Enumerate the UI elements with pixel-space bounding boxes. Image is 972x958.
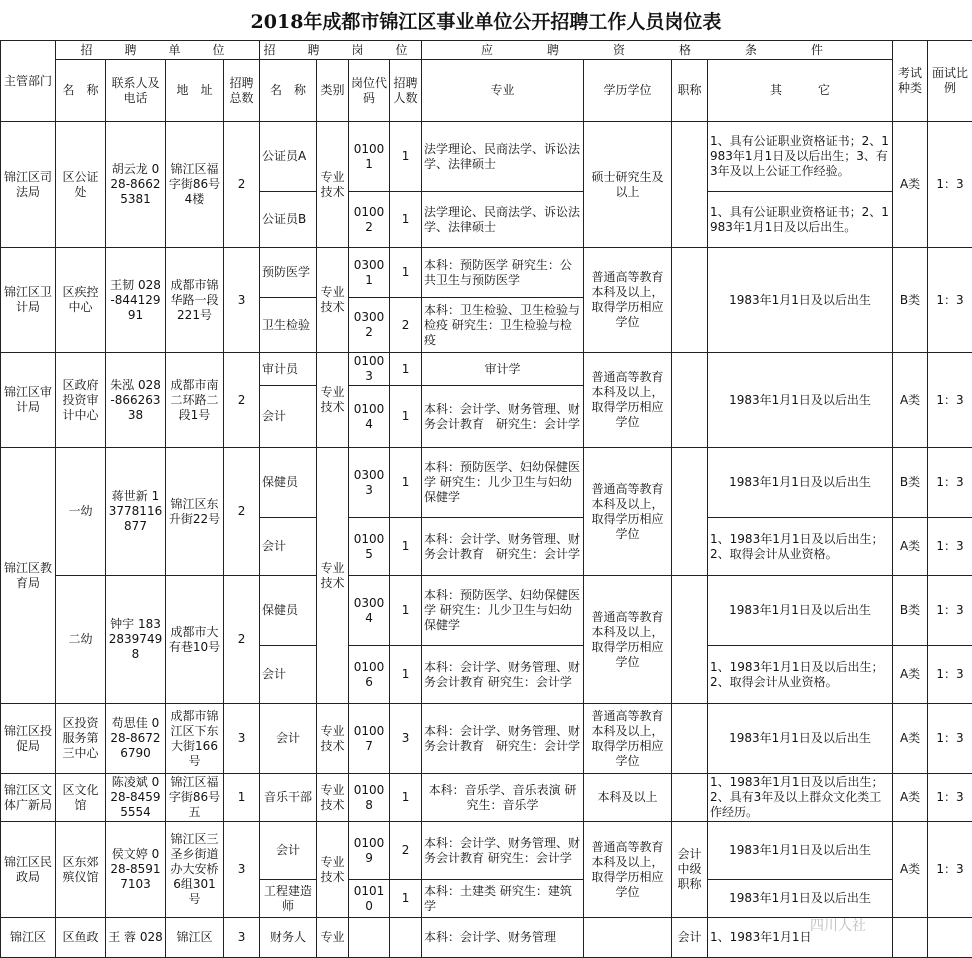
ratio-cell: 1：3 — [928, 122, 972, 248]
category-cell: 专业技术 — [317, 448, 349, 704]
watermark: 四川人社 — [810, 918, 866, 934]
header-title: 职称 — [672, 60, 708, 122]
major-cell: 本科：音乐学、音乐表演 研究生：音乐学 — [422, 774, 584, 822]
post-name-cell: 会计 — [260, 518, 317, 576]
unit-cell: 区公证处 — [56, 122, 106, 248]
code-cell: 03002 — [349, 298, 390, 353]
post-name-cell: 会计 — [260, 822, 317, 880]
dept-cell: 锦江区司法局 — [1, 122, 56, 248]
header-address: 地 址 — [166, 60, 224, 122]
other-cell: 1983年1月1日及以后出生 — [708, 822, 893, 880]
ratio-cell: 1：3 — [928, 774, 972, 822]
dept-cell: 锦江区投促局 — [1, 704, 56, 774]
total-cell: 3 — [224, 704, 260, 774]
header-contact: 联系人及电话 — [106, 60, 166, 122]
num-cell: 2 — [390, 298, 422, 353]
total-cell: 2 — [224, 353, 260, 448]
total-cell: 3 — [224, 248, 260, 353]
exam-cell: A类 — [893, 774, 928, 822]
major-cell: 本科：会计学、财务管理、财务会计教育 研究生：会计学 — [422, 822, 584, 880]
code-cell: 01010 — [349, 880, 390, 918]
unit-cell: 二幼 — [56, 576, 106, 704]
other-cell: 1、1983年1月1日及以后出生；2、取得会计从业资格。 — [708, 646, 893, 704]
dept-cell: 锦江区卫计局 — [1, 248, 56, 353]
page-title: 2018年成都市锦江区事业单位公开招聘工作人员岗位表 — [250, 10, 722, 33]
code-cell: 03003 — [349, 448, 390, 518]
num-cell: 1 — [390, 880, 422, 918]
contact-cell: 侯文婷 028-85917103 — [106, 822, 166, 918]
header-other: 其 它 — [708, 60, 893, 122]
category-cell: 专业技术 — [317, 353, 349, 448]
code-cell: 01002 — [349, 192, 390, 248]
num-cell: 1 — [390, 386, 422, 448]
num-cell: 1 — [390, 518, 422, 576]
dept-cell: 锦江区 — [1, 918, 56, 958]
total-cell: 3 — [224, 918, 260, 958]
num-cell: 3 — [390, 704, 422, 774]
ratio-cell: 1：3 — [928, 822, 972, 918]
post-name-cell: 公证员A — [260, 122, 317, 192]
code-cell — [349, 918, 390, 958]
exam-cell — [893, 918, 928, 958]
other-cell: 1983年1月1日及以后出生 — [708, 704, 893, 774]
major-cell: 本科：土建类 研究生：建筑学 — [422, 880, 584, 918]
num-cell: 1 — [390, 122, 422, 192]
exam-cell: A类 — [893, 353, 928, 448]
contact-cell: 陈凌斌 028-84595554 — [106, 774, 166, 822]
unit-cell: 区鱼政 — [56, 918, 106, 958]
education-cell: 普通高等教育本科及以上，取得学历相应学位 — [584, 704, 672, 774]
education-cell: 普通高等教育本科及以上，取得学历相应学位 — [584, 248, 672, 353]
code-cell: 03001 — [349, 248, 390, 298]
ratio-cell: 1：3 — [928, 448, 972, 518]
num-cell: 1 — [390, 448, 422, 518]
post-name-cell: 审计员 — [260, 353, 317, 386]
exam-cell: A类 — [893, 518, 928, 576]
address-cell: 锦江区福字街86号五 — [166, 774, 224, 822]
contact-cell: 钟宇 18328397498 — [106, 576, 166, 704]
ratio-cell: 1：3 — [928, 704, 972, 774]
post-name-cell: 卫生检验 — [260, 298, 317, 353]
contact-cell: 朱泓 028-86626338 — [106, 353, 166, 448]
education-cell: 硕士研究生及以上 — [584, 122, 672, 248]
other-cell: 1、具有公证职业资格证书；2、1983年1月1日及以后出生。 — [708, 192, 893, 248]
address-cell: 锦江区 — [166, 918, 224, 958]
other-cell: 1983年1月1日及以后出生 — [708, 248, 893, 353]
num-cell: 1 — [390, 248, 422, 298]
header-total: 招聘总数 — [224, 60, 260, 122]
header-post-name: 名 称 — [260, 60, 317, 122]
post-name-cell: 会计 — [260, 386, 317, 448]
post-name-cell: 保健员 — [260, 576, 317, 646]
address-cell: 成都市大有巷10号 — [166, 576, 224, 704]
code-cell: 01006 — [349, 646, 390, 704]
code-cell: 03004 — [349, 576, 390, 646]
dept-cell: 锦江区教育局 — [1, 448, 56, 704]
header-num: 招聘人数 — [390, 60, 422, 122]
major-cell: 本科：会计学、财务管理 — [422, 918, 584, 958]
education-cell: 普通高等教育本科及以上，取得学历相应学位 — [584, 576, 672, 704]
code-cell: 01001 — [349, 122, 390, 192]
exam-cell: A类 — [893, 646, 928, 704]
contact-cell: 蒋世新 13778116877 — [106, 448, 166, 576]
code-cell: 01008 — [349, 774, 390, 822]
total-cell: 3 — [224, 822, 260, 918]
ratio-cell: 1：3 — [928, 518, 972, 576]
post-name-cell: 会计 — [260, 704, 317, 774]
code-cell: 01007 — [349, 704, 390, 774]
post-name-cell: 保健员 — [260, 448, 317, 518]
exam-cell: B类 — [893, 248, 928, 353]
education-cell: 本科及以上 — [584, 774, 672, 822]
education-cell — [584, 918, 672, 958]
title-cell — [672, 448, 708, 576]
exam-cell: A类 — [893, 822, 928, 918]
other-cell: 1、具有公证职业资格证书；2、1983年1月1日及以后出生；3、有3年及以上公证工作经验。 — [708, 122, 893, 192]
post-name-cell: 财务人 — [260, 918, 317, 958]
address-cell: 锦江区三圣乡街道办大安桥6组301号 — [166, 822, 224, 918]
ratio-cell: 1：3 — [928, 646, 972, 704]
title-cell — [672, 774, 708, 822]
header-code: 岗位代码 — [349, 60, 390, 122]
header-major: 专业 — [422, 60, 584, 122]
header-education: 学历学位 — [584, 60, 672, 122]
major-cell: 本科：会计学、财务管理、财务会计教育 研究生：会计学 — [422, 518, 584, 576]
code-cell: 01009 — [349, 822, 390, 880]
header-unit-name: 名 称 — [56, 60, 106, 122]
header-group-post: 招 聘 岗 位 — [260, 41, 422, 60]
post-name-cell: 预防医学 — [260, 248, 317, 298]
major-cell: 本科：会计学、财务管理、财务会计教育 研究生：会计学 — [422, 704, 584, 774]
header-group-qualification: 应 聘 资 格 条 件 — [422, 41, 893, 60]
exam-cell: B类 — [893, 448, 928, 518]
other-cell: 1983年1月1日及以后出生 — [708, 880, 893, 918]
total-cell: 2 — [224, 576, 260, 704]
address-cell: 锦江区福字街86号4楼 — [166, 122, 224, 248]
other-cell: 1983年1月1日及以后出生 — [708, 448, 893, 518]
header-category: 类别 — [317, 60, 349, 122]
unit-cell: 区投资服务第三中心 — [56, 704, 106, 774]
education-cell: 普通高等教育本科及以上，取得学历相应学位 — [584, 448, 672, 576]
ratio-cell: 1：3 — [928, 576, 972, 646]
education-cell: 普通高等教育本科及以上，取得学历相应学位 — [584, 353, 672, 448]
major-cell: 本科：预防医学、妇幼保健医学 研究生：儿少卫生与妇幼保健学 — [422, 448, 584, 518]
post-name-cell: 工程建造师 — [260, 880, 317, 918]
dept-cell: 锦江区文体广新局 — [1, 774, 56, 822]
contact-cell: 苟思佳 028-86726790 — [106, 704, 166, 774]
post-name-cell: 公证员B — [260, 192, 317, 248]
num-cell: 1 — [390, 192, 422, 248]
other-cell: 1983年1月1日及以后出生 — [708, 353, 893, 448]
ratio-cell: 1：3 — [928, 353, 972, 448]
major-cell: 本科：卫生检验、卫生检验与检疫 研究生：卫生检验与检疫 — [422, 298, 584, 353]
dept-cell: 锦江区民政局 — [1, 822, 56, 918]
title-cell: 会计中级职称 — [672, 822, 708, 918]
major-cell: 本科：会计学、财务管理、财务会计教育 研究生：会计学 — [422, 386, 584, 448]
post-name-cell: 音乐干部 — [260, 774, 317, 822]
recruitment-table — [0, 40, 972, 958]
major-cell: 法学理论、民商法学、诉讼法学、法律硕士 — [422, 122, 584, 192]
exam-cell: A类 — [893, 122, 928, 248]
code-cell: 01005 — [349, 518, 390, 576]
total-cell: 2 — [224, 122, 260, 248]
exam-cell: A类 — [893, 704, 928, 774]
num-cell: 1 — [390, 353, 422, 386]
contact-cell: 王韧 028-84412991 — [106, 248, 166, 353]
category-cell: 专业技术 — [317, 704, 349, 774]
code-cell: 01003 — [349, 353, 390, 386]
category-cell: 专业技术 — [317, 122, 349, 248]
total-cell: 2 — [224, 448, 260, 576]
education-cell: 普通高等教育本科及以上，取得学历相应学位 — [584, 822, 672, 918]
exam-cell: B类 — [893, 576, 928, 646]
category-cell: 专业技术 — [317, 822, 349, 918]
title-cell — [672, 576, 708, 704]
contact-cell: 王 蓉 028 — [106, 918, 166, 958]
major-cell: 本科：预防医学、妇幼保健医学 研究生：儿少卫生与妇幼保健学 — [422, 576, 584, 646]
major-cell: 本科：预防医学 研究生：公共卫生与预防医学 — [422, 248, 584, 298]
category-cell: 专业 — [317, 918, 349, 958]
unit-cell: 一幼 — [56, 448, 106, 576]
num-cell — [390, 918, 422, 958]
ratio-cell — [928, 918, 972, 958]
unit-cell: 区政府投资审计中心 — [56, 353, 106, 448]
header-exam: 考试种类 — [893, 41, 928, 122]
num-cell: 1 — [390, 576, 422, 646]
major-cell: 本科：会计学、财务管理、财务会计教育 研究生：会计学 — [422, 646, 584, 704]
post-name-cell: 会计 — [260, 646, 317, 704]
ratio-cell: 1：3 — [928, 248, 972, 353]
address-cell: 锦江区东升街22号 — [166, 448, 224, 576]
title-cell: 会计 — [672, 918, 708, 958]
major-cell: 审计学 — [422, 353, 584, 386]
other-cell: 1、1983年1月1日及以后出生；2、取得会计从业资格。 — [708, 518, 893, 576]
address-cell: 成都市南二环路二段1号 — [166, 353, 224, 448]
address-cell: 成都市锦江区下东大街166号 — [166, 704, 224, 774]
other-cell: 1、1983年1月1日 — [708, 918, 893, 958]
unit-cell: 区文化馆 — [56, 774, 106, 822]
num-cell: 1 — [390, 774, 422, 822]
dept-cell: 锦江区审计局 — [1, 353, 56, 448]
address-cell: 成都市锦华路一段221号 — [166, 248, 224, 353]
title-cell — [672, 122, 708, 248]
unit-cell: 区东郊殡仪馆 — [56, 822, 106, 918]
header-ratio: 面试比例 — [928, 41, 972, 122]
other-cell: 1、1983年1月1日及以后出生；2、具有3年及以上群众文化类工作经历。 — [708, 774, 893, 822]
header-dept: 主管部门 — [1, 41, 56, 122]
title-cell — [672, 248, 708, 353]
num-cell: 2 — [390, 822, 422, 880]
contact-cell: 胡云龙 028-86625381 — [106, 122, 166, 248]
major-cell: 法学理论、民商法学、诉讼法学、法律硕士 — [422, 192, 584, 248]
category-cell: 专业技术 — [317, 774, 349, 822]
num-cell: 1 — [390, 646, 422, 704]
total-cell: 1 — [224, 774, 260, 822]
title-cell — [672, 353, 708, 448]
header-group-unit: 招 聘 单 位 — [56, 41, 260, 60]
unit-cell: 区疾控中心 — [56, 248, 106, 353]
title-cell — [672, 704, 708, 774]
other-cell: 1983年1月1日及以后出生 — [708, 576, 893, 646]
category-cell: 专业技术 — [317, 248, 349, 353]
code-cell: 01004 — [349, 386, 390, 448]
